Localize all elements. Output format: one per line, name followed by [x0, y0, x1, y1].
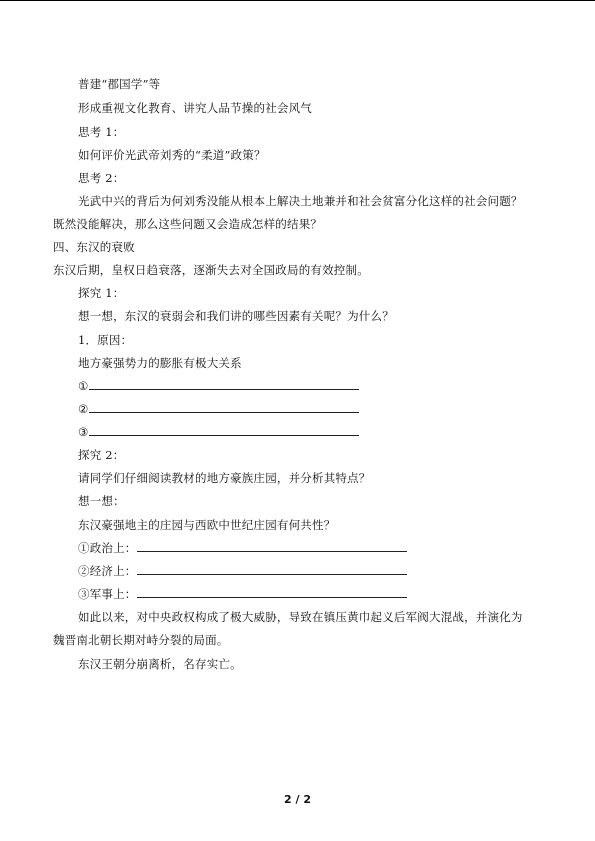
marker-3: ③	[78, 425, 89, 439]
fill-line-politics	[78, 541, 407, 555]
heading-think: 想一想：	[78, 494, 125, 508]
blank-line-2	[78, 402, 359, 416]
fill-in-blank[interactable]	[89, 402, 359, 413]
heading-think-2: 思考 2：	[78, 171, 125, 185]
text-line: 魏晋南北朝长期对峙分裂的局面。	[53, 633, 229, 647]
question-line: 既然没能解决，那么这些问题又会造成怎样的结果？	[53, 217, 323, 231]
heading-explore-1: 探究 1：	[78, 286, 125, 300]
heading-think-1: 思考 1：	[78, 125, 125, 139]
page-number: 2 / 2	[284, 793, 311, 806]
blank-line-3	[78, 425, 359, 439]
fill-in-blank[interactable]	[137, 587, 407, 598]
fill-in-blank[interactable]	[137, 541, 407, 552]
label-military: ③军事上：	[78, 587, 137, 601]
question-line: 想一想，东汉的衰弱会和我们讲的哪些因素有关呢？为什么？	[78, 309, 394, 323]
text-line: 形成重视文化教育、讲究人品节操的社会风气	[78, 101, 312, 115]
label-economy: ②经济上：	[78, 564, 137, 578]
text-line: 东汉王朝分崩离析，名存实亡。	[78, 657, 242, 671]
section-heading: 四、东汉的衰败	[53, 240, 135, 254]
text-line: 如此以来，对中央政权构成了极大威胁，导致在镇压黄巾起义后军阀大混战，并演化为	[78, 610, 523, 624]
fill-line-economy	[78, 564, 407, 578]
blank-line-1	[78, 379, 359, 393]
text-line: 地方豪强势力的膨胀有极大关系	[78, 356, 242, 370]
fill-line-military	[78, 587, 407, 601]
subheading-reason: 1．原因：	[78, 333, 133, 347]
question-line: 请同学们仔细阅读教材的地方豪族庄园，并分析其特点？	[78, 471, 371, 485]
fill-in-blank[interactable]	[89, 425, 359, 436]
question-line: 东汉豪强地主的庄园与西欧中世纪庄园有何共性？	[78, 518, 336, 532]
heading-explore-2: 探究 2：	[78, 448, 125, 462]
fill-in-blank[interactable]	[89, 379, 359, 390]
fill-in-blank[interactable]	[137, 564, 407, 575]
question-line: 光武中兴的背后为何刘秀没能从根本上解决土地兼并和社会贫富分化这样的社会问题？	[78, 194, 523, 208]
text-line: 普建“郡国学”等	[78, 77, 161, 91]
text-line: 东汉后期，皇权日趋衰落，逐渐失去对全国政局的有效控制。	[53, 263, 369, 277]
marker-2: ②	[78, 402, 89, 416]
question-line: 如何评价光武帝刘秀的“柔道”政策？	[78, 148, 266, 162]
label-politics: ①政治上：	[78, 541, 137, 555]
marker-1: ①	[78, 379, 89, 393]
